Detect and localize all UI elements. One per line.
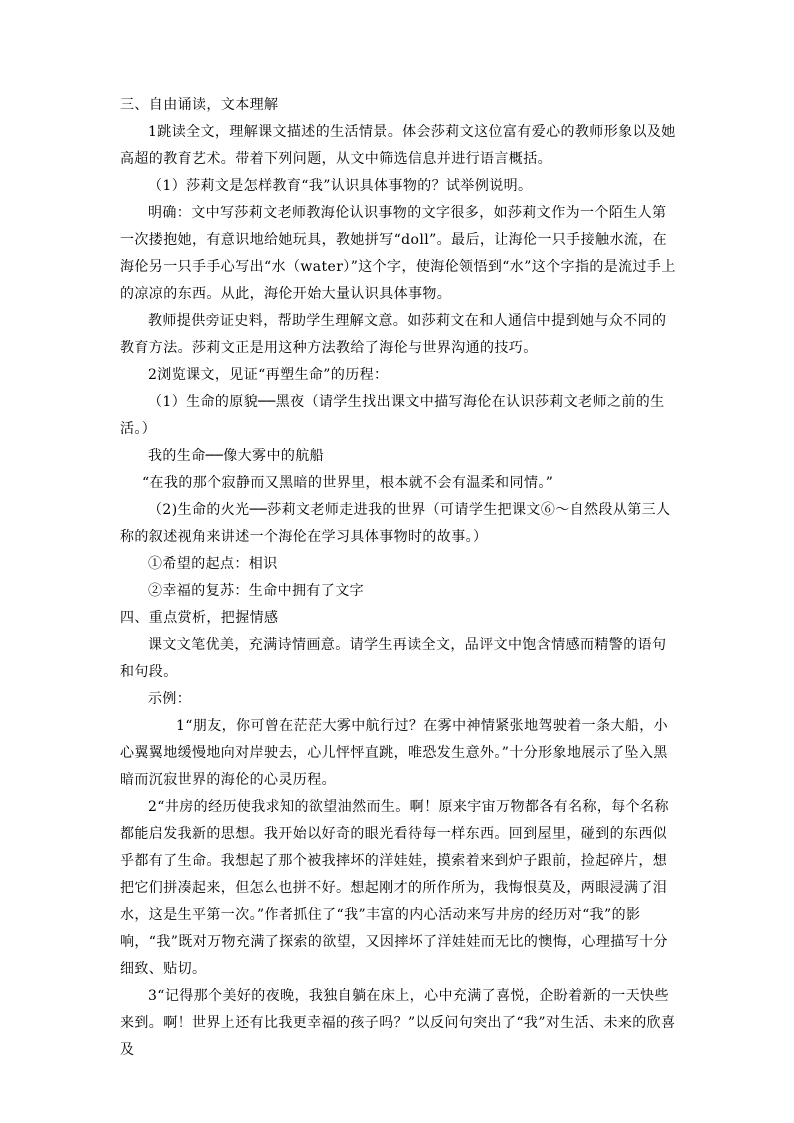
example-1: 1“朋友，你可曾在茫茫大雾中航行过？在雾中神情紧张地驾驶着一条大船，小心翼翼地缓慢地向对岸驶去，心儿怦怦直跳，唯恐发生意外。”十分形象地展示了坠入黑暗而沉寂世界的海伦的心灵历程。 [120,718,669,788]
paragraph: 课文文笔优美，充满诗情画意。请学生再读全文，品评文中饱含情感而精警的语句和句段。 [120,637,667,680]
document-body [120,92,680,1064]
question: （1）莎莉文是怎样教育“我”认识具体事物的？试举例说明。 [148,178,533,194]
paragraph: 教师提供旁证史料，帮助学生理解文意。如莎莉文在和人通信中提到她与众不同的教育方法。莎莉文正是用这种方法教给了海伦与世界沟通的技巧。 [120,313,667,356]
section-heading-4: 四、重点赏析，把握情感 [120,610,279,626]
example-3: 3“记得那个美好的夜晚，我独自躺在床上，心中充满了喜悦，企盼着新的一天快些来到。啊！世界上还有比我更幸福的孩子吗？”以反问句突出了“我”对生活、未来的欣喜及 [120,988,676,1058]
paragraph: 明确：文中写莎莉文老师教海伦认识事物的文字很多，如莎莉文作为一个陌生人第一次搂抱她，有意识地给她玩具，教她拼写“doll”。最后，让海伦一只手接触水流，在海伦另一只手手心写出“水（water）”这个字，使海伦领悟到“水”这个字指的是流过手上的凉凉的东西。从此，海伦开始大量认识具体事物。 [120,205,676,302]
paragraph: 2浏览课文，见证“再塑生命”的历程： [148,367,389,383]
paragraph: （2)生命的火光──莎莉文老师走进我的世界（可请学生把课文⑥～自然段从第三人称的叙述视角来讲述一个海伦在学习具体事物时的故事。） [120,502,671,545]
example-2: 2“井房的经历使我求知的欲望油然而生。啊！原来宇宙万物都各有名称，每个名称都能启发我新的思想。我开始以好奇的眼光看待每一样东西。回到屋里，碰到的东西似乎都有了生命。我想起了那个被我摔坏的洋娃娃，摸索着来到炉子跟前，捡起碎片，想把它们拼凑起来，但怎么也拼不好。想起刚才的所作所为，我悔恨莫及，两眼浸满了泪水，这是生平第一次。”作者抓住了“我”丰富的内心活动来写井房的经历对“我”的影响，“我”既对万物充满了探索的欲望，又因摔坏了洋娃娃而无比的懊悔，心理描写十分细致、贴切。 [120,799,669,977]
list-item: ①希望的起点：相识 [148,556,278,572]
section-heading-3: 三、自由诵读，文本理解 [120,97,279,113]
paragraph: 我的生命──像大雾中的航船 [148,448,325,464]
paragraph: （1）生命的原貌──黑夜（请学生找出课文中描写海伦在认识莎莉文老师之前的生活。） [120,394,665,437]
paragraph: 1跳读全文，理解课文描述的生活情景。体会莎莉文这位富有爱心的教师形象以及她高超的教育艺术。带着下列问题，从文中筛选信息并进行语言概括。 [120,124,676,167]
quote: “在我的那个寂静而又黑暗的世界里，根本就不会有温柔和同情。” [142,475,554,491]
example-label: 示例： [148,691,192,707]
list-item: ②幸福的复苏：生命中拥有了文字 [148,583,364,599]
